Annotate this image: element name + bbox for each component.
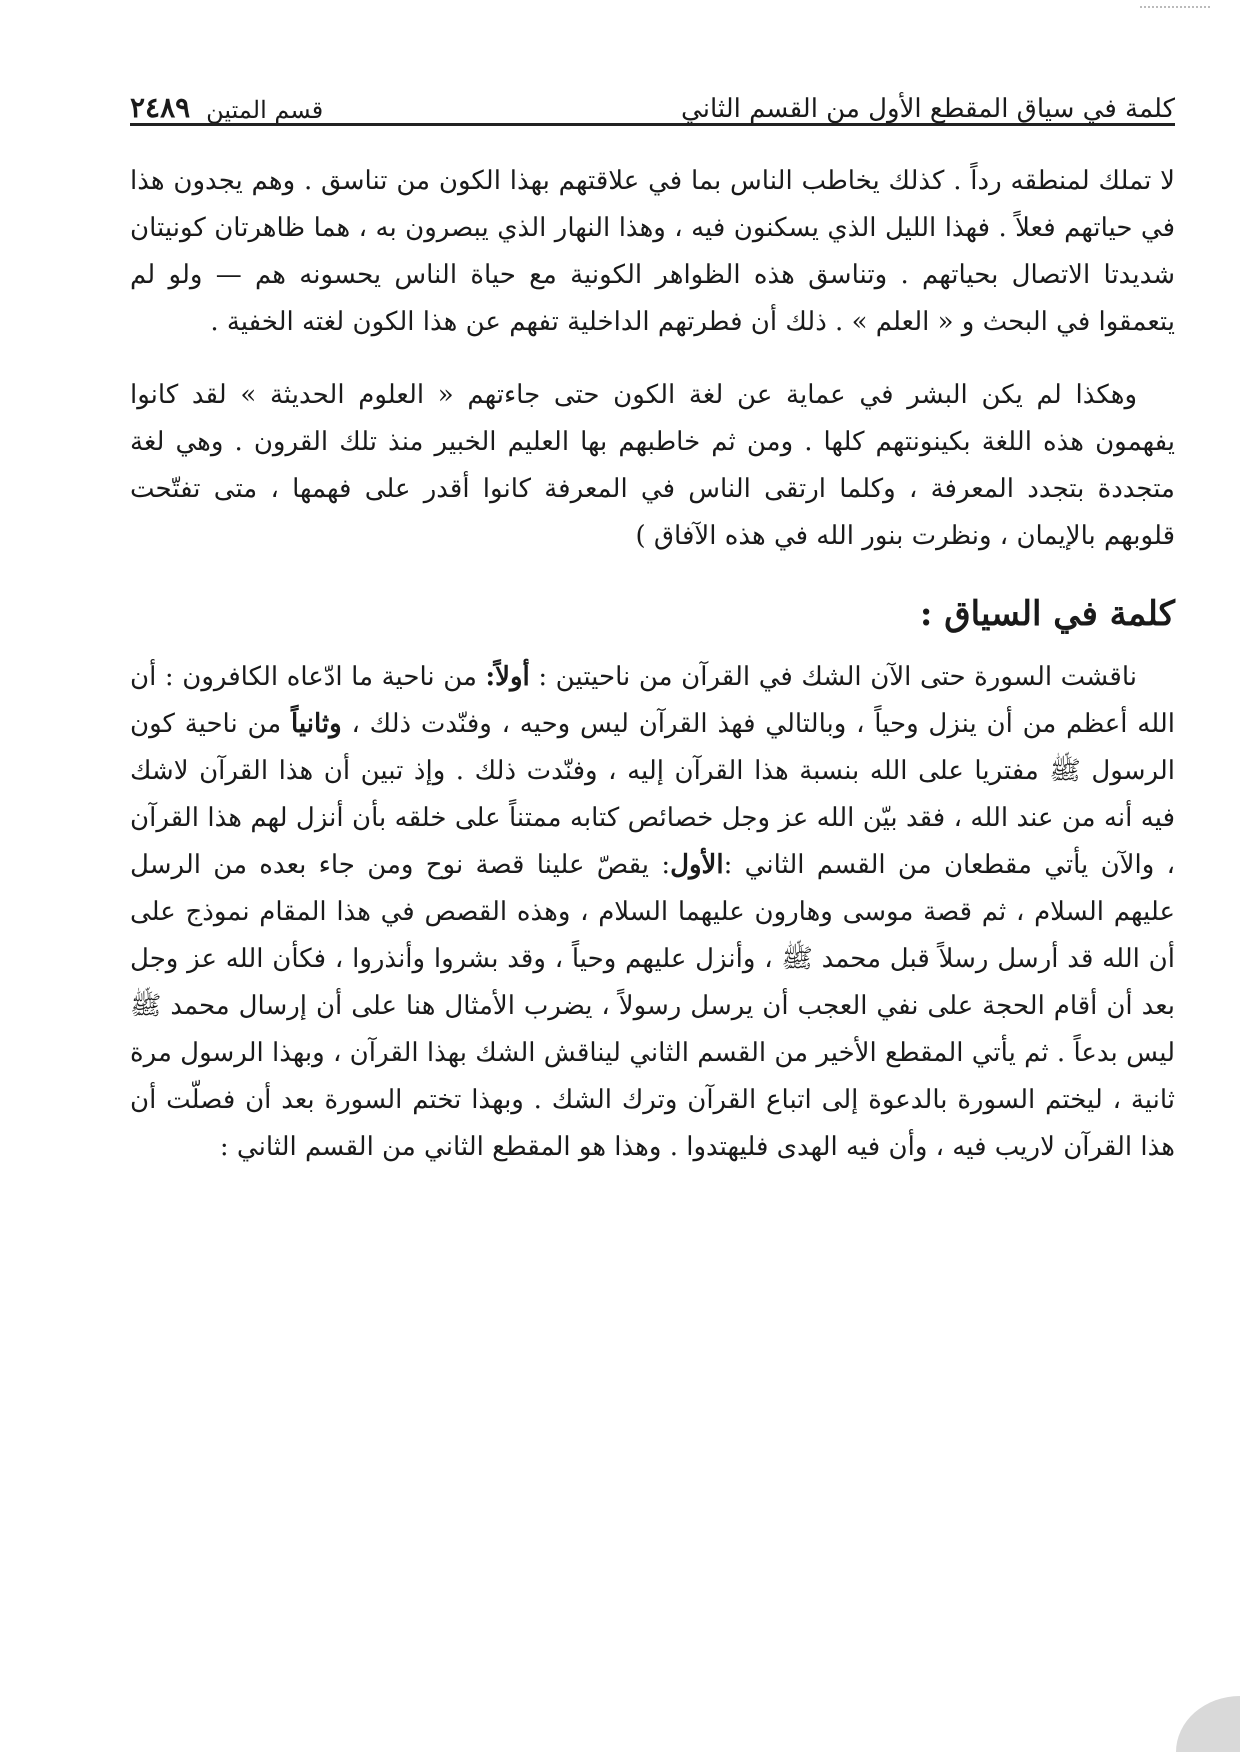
page-header bbox=[130, 64, 1175, 124]
paragraph-1: لا تملك لمنطقه رداً . كذلك يخاطب الناس بما في علاقتهم بهذا الكون من تناسق . وهم يجدون هذا في حياتهم فعلاً . فهذا الليل الذي يسكنون فيه ، وهذا النهار الذي يبصرون به ، هما ظاهرتان كونيتان شديدتا الاتصال بحياتهم . وتناسق هذه الظواهر الكونية مع حياة الناس يحسونه هم — ولو لم يتعمقوا في البحث و « العلم » . ذلك أن فطرتهم الداخلية تفهم عن هذا الكون لغته الخفية . bbox=[130, 166, 1175, 337]
section-heading: كلمة في السياق : bbox=[919, 594, 1175, 634]
paragraph-3-bold-2: وثانياً bbox=[291, 709, 342, 739]
paragraph-3-text-4: : يقصّ علينا قصة نوح ومن جاء بعده من الرسل عليهم السلام ، ثم قصة موسى وهارون عليهما السلام ، وهذه القصص في هذا المقام نموذج على أن الله قد أرسل رسلاً قبل محمد ﷺ ، وأنزل عليهم وحياً ، وقد بشروا وأنذروا ، فكأن الله عز وجل بعد أن أقام الحجة على نفي العجب أن يرسل رسولاً ، يضرب الأمثال هنا على أن إرسال محمد ﷺ ليس بدعاً . ثم يأتي المقطع الأخير من القسم الثاني ليناقش الشك بهذا القرآن ، وبهذا الرسول مرة ثانية ، ليختم السورة بالدعوة إلى اتباع القرآن وترك الشك . وبهذا تختم السورة بعد أن فصلّت أن هذا القرآن لاريب فيه ، وأن فيه الهدى فليهتدوا . وهذا هو المقطع الثاني من القسم الثاني : bbox=[130, 850, 1175, 1162]
paragraph-3-text-3: من ناحية كون الرسول ﷺ مفتريا على الله بنسبة هذا القرآن إليه ، وفنّدت ذلك . وإذ تبين أن هذا القرآن لاشك فيه أنه من عند الله ، فقد بيّن الله عز وجل خصائص كتابه ممتناً على خلقه بأن أنزل لهم هذا القرآن ، والآن يأتي مقطعان من القسم الثاني : bbox=[130, 709, 1175, 880]
paragraph-3-text-2: من ناحية ما ادّعاه الكافرون : أن الله أعظم من أن ينزل وحياً ، وبالتالي فهذ القرآن ليس وحيه ، وفنّدت ذلك ، bbox=[130, 662, 1175, 739]
body-text bbox=[130, 158, 1175, 1197]
paragraph-2: وهكذا لم يكن البشر في عماية عن لغة الكون حتى جاءتهم « العلوم الحديثة » لقد كانوا يفهمون هذه اللغة بكينونتهم كلها . ومن ثم خاطبهم بها العليم الخبير منذ تلك القرون . وهي لغة متجددة بتجدد المعرفة ، وكلما ارتقى الناس في المعرفة كانوا أقدر على فهمها ، متى تفتّحت قلوبهم بالإيمان ، ونظرت بنور الله في هذه الآفاق ) bbox=[130, 380, 1175, 551]
page-number: ٢٤٨٩ bbox=[130, 91, 191, 124]
page-meta bbox=[130, 91, 323, 124]
section-label: قسم المتين bbox=[206, 96, 324, 124]
paragraph-3-text-1: ناقشت السورة حتى الآن الشك في القرآن من ناحيتين : bbox=[529, 662, 1137, 692]
scan-artifact bbox=[1140, 6, 1210, 22]
paragraph-3 bbox=[130, 654, 1175, 1171]
paragraph-3-bold-3: الأول bbox=[670, 850, 724, 880]
running-title: كلمة في سياق المقطع الأول من القسم الثاني bbox=[681, 94, 1175, 124]
paragraph-3-bold-1: أولاً: bbox=[485, 662, 530, 692]
header-rule bbox=[130, 123, 1175, 126]
corner-decoration bbox=[1176, 1696, 1240, 1752]
